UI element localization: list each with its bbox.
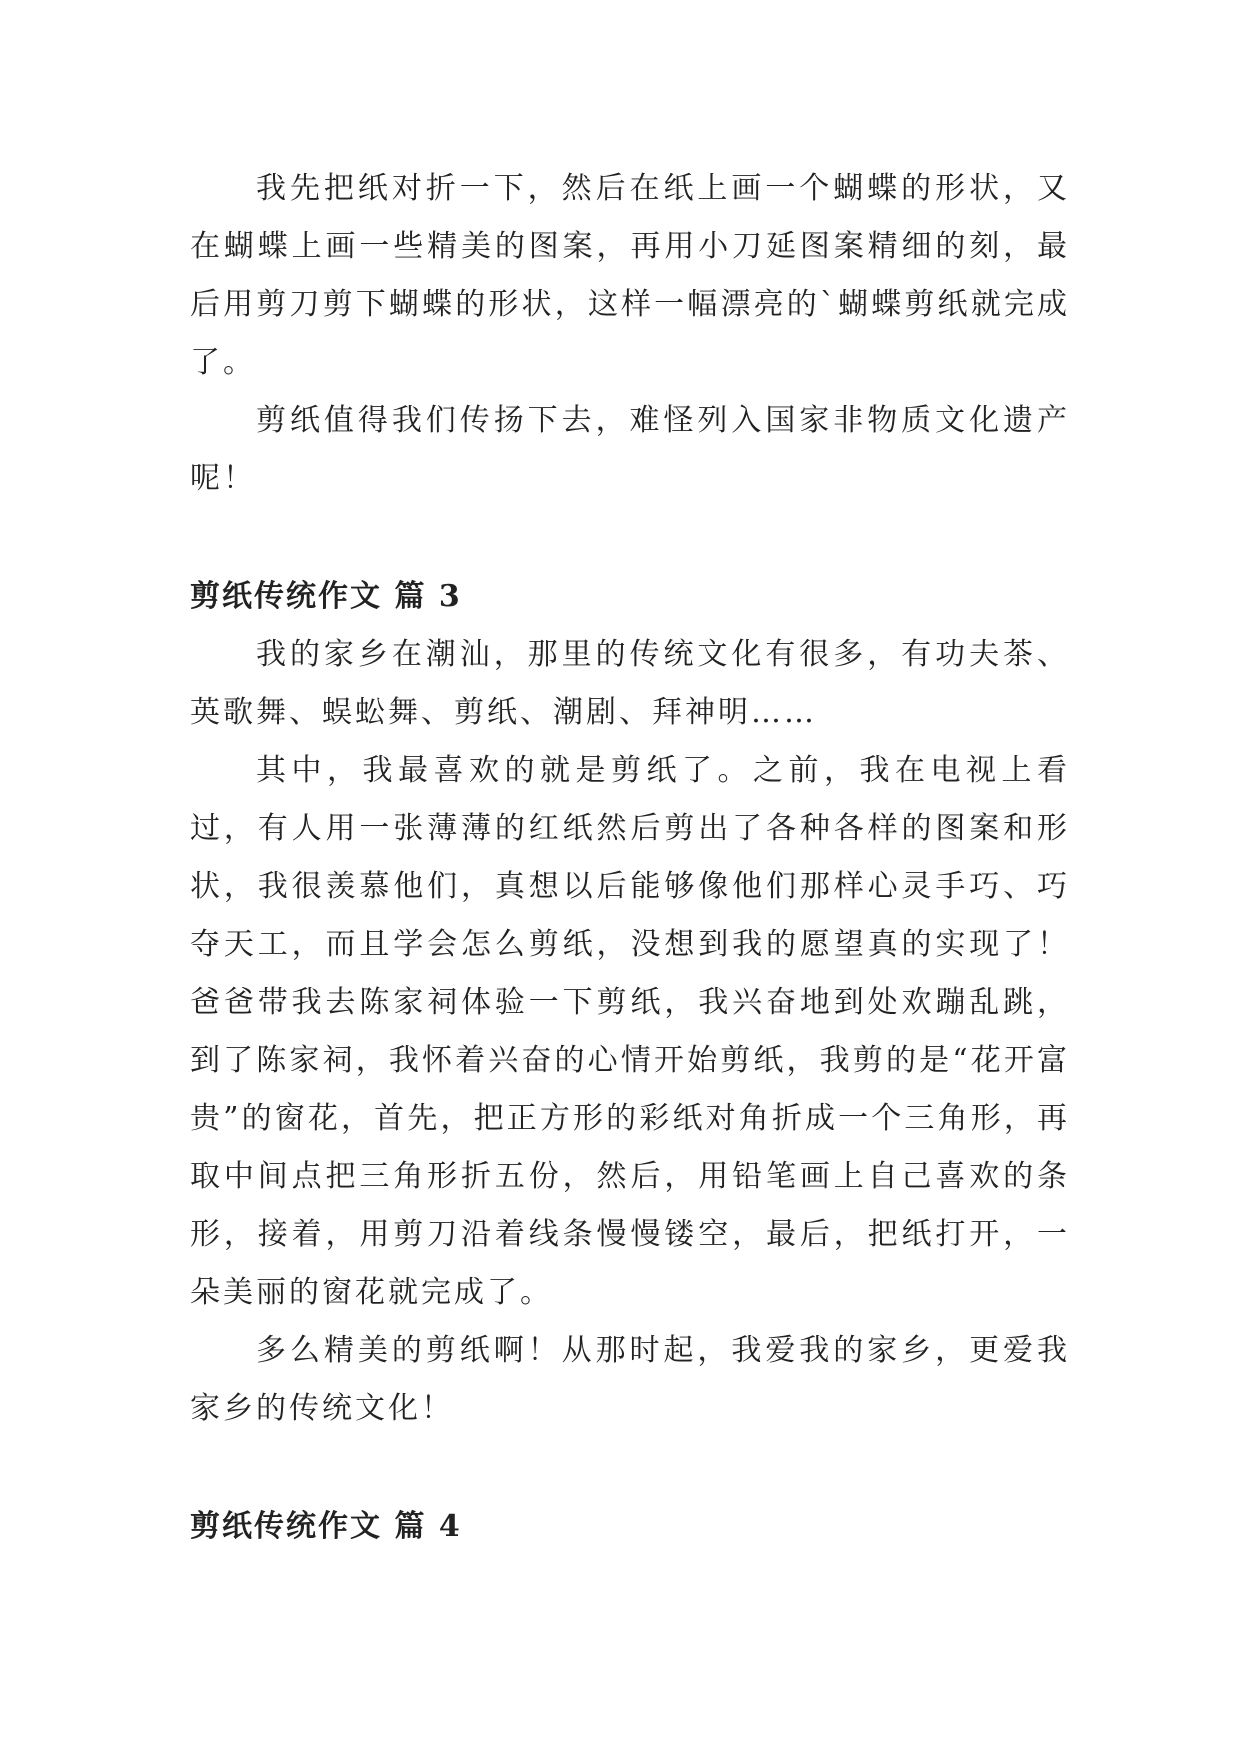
- paragraph-hometown-culture: 我的家乡在潮汕，那里的传统文化有很多，有功夫茶、英歌舞、蜈蚣舞、剪纸、潮剧、拜神明……: [190, 637, 1070, 730]
- section-heading-4: 剪纸传统作文 篇 4: [190, 1509, 462, 1544]
- document-body: [190, 160, 1070, 1556]
- paragraph-love-hometown: 多么精美的剪纸啊！从那时起，我爱我的家乡，更爱我家乡的传统文化！: [190, 1333, 1070, 1426]
- paragraph-butterfly-papercut: 我先把纸对折一下，然后在纸上画一个蝴蝶的形状，又在蝴蝶上画一些精美的图案，再用小刀延图案精细的刻，最后用剪刀剪下蝴蝶的形状，这样一幅漂亮的`蝴蝶剪纸就完成了。: [190, 171, 1070, 380]
- paragraph-window-flower: 其中，我最喜欢的就是剪纸了。之前，我在电视上看过，有人用一张薄薄的红纸然后剪出了各种各样的图案和形状，我很羡慕他们，真想以后能够像他们那样心灵手巧、巧夺天工，而且学会怎么剪纸，没想到我的愿望真的实现了！爸爸带我去陈家祠体验一下剪纸，我兴奋地到处欢蹦乱跳，到了陈家祠，我怀着兴奋的心情开始剪纸，我剪的是“花开富贵”的窗花，首先，把正方形的彩纸对角折成一个三角形，再取中间点把三角形折五份，然后，用铅笔画上自己喜欢的条形，接着，用剪刀沿着线条慢慢镂空，最后，把纸打开，一朵美丽的窗花就完成了。: [190, 753, 1070, 1310]
- paragraph-heritage: 剪纸值得我们传扬下去，难怪列入国家非物质文化遗产呢！: [190, 403, 1070, 496]
- section-heading-3: 剪纸传统作文 篇 3: [190, 579, 462, 614]
- section-spacer: [190, 1438, 1070, 1498]
- section-spacer: [190, 508, 1070, 568]
